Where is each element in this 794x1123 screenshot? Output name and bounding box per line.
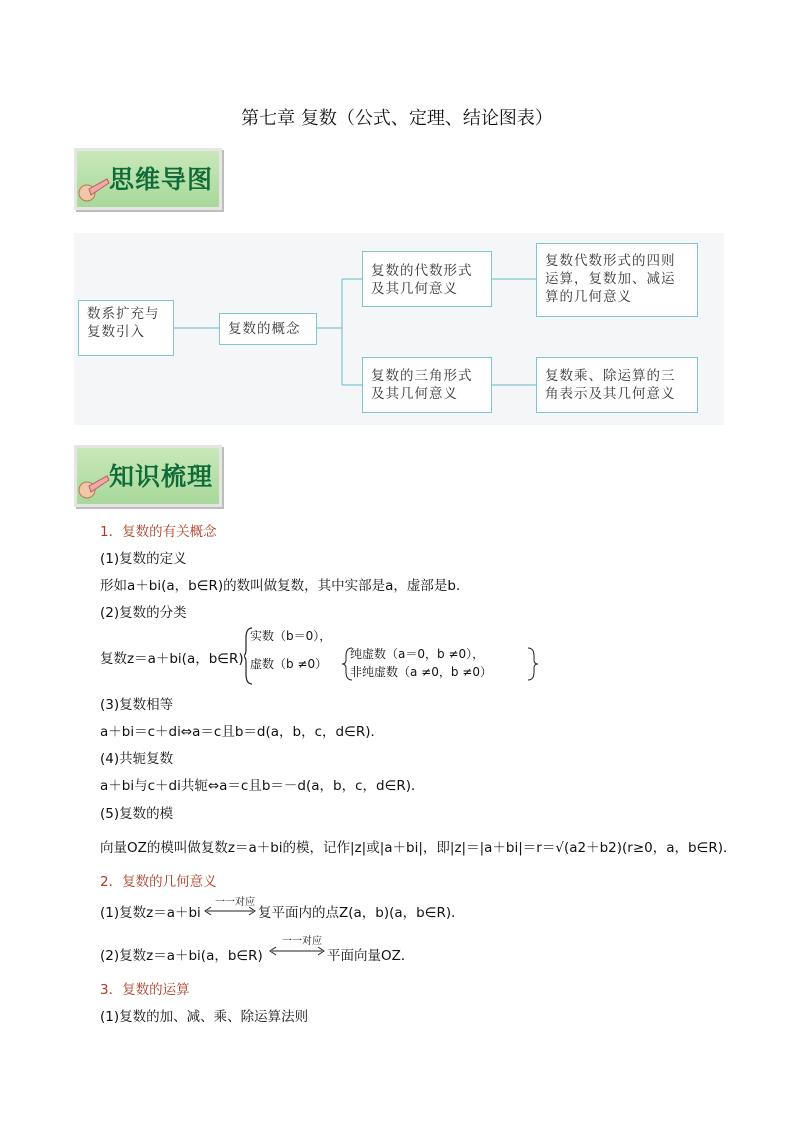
double-arrow-icon — [268, 945, 326, 957]
mindmap-node-root: 数系扩充与复数引入 — [78, 300, 174, 356]
mindmap-node-concept: 复数的概念 — [219, 313, 317, 345]
classification-lhs: 复数z＝a＋bi(a，b∈R) — [100, 651, 244, 667]
equality-text: a＋bi＝c＋di⇔a＝c且b＝d(a，b，c，d∈R)． — [100, 724, 384, 740]
banner-title: 知识梳理 — [109, 462, 214, 491]
banner-title: 思维导图 — [109, 165, 214, 194]
subheading-conjugate: (4)共轭复数 — [100, 751, 174, 767]
classification-real: 实数（b＝0）， — [250, 629, 332, 643]
section-heading-1: 1．复数的有关概念 — [100, 524, 217, 540]
mindmap-diagram — [74, 233, 724, 425]
conjugate-text: a＋bi与c＋di共轭⇔a＝c且b＝－d(a，b，c，d∈R)． — [100, 778, 425, 794]
subheading-modulus: (5)复数的模 — [100, 806, 174, 822]
subheading-operations: (1)复数的加、减、乘、除运算法则 — [100, 1009, 309, 1025]
mindmap-node-trig: 复数的三角形式及其几何意义 — [362, 357, 492, 413]
subheading-definition: (1)复数的定义 — [100, 551, 187, 567]
subheading-equality: (3)复数相等 — [100, 697, 174, 713]
section-heading-3: 3．复数的运算 — [100, 982, 190, 998]
geometric-line-1-left: (1)复数z＝a＋bi — [100, 905, 201, 921]
arrow-label-2: 一一对应 — [282, 936, 322, 947]
classification-non-pure-imaginary: 非纯虚数（a ≠0，b ≠0） — [350, 665, 492, 679]
modulus-text: 向量OZ的模叫做复数z＝a＋bi的模，记作|z|或|a＋bi|，即|z|＝|a＋bi|＝r＝√(a2＋b2)(r≥0，a，b∈R)． — [100, 840, 737, 856]
geometric-line-2-right: 平面向量OZ． — [327, 948, 415, 964]
double-arrow-icon — [203, 905, 257, 917]
arrow-label-1: 一一对应 — [215, 897, 255, 908]
mindmap-node-trig-ops: 复数乘、除运算的三角表示及其几何意义 — [536, 357, 698, 413]
subheading-classification: (2)复数的分类 — [100, 605, 187, 621]
classification-imaginary: 虚数（b ≠0） — [250, 657, 328, 671]
section-heading-2: 2．复数的几何意义 — [100, 874, 217, 890]
definition-text: 形如a＋bi(a，b∈R)的数叫做复数，其中实部是a，虚部是b． — [100, 578, 470, 594]
geometric-line-2-left: (2)复数z＝a＋bi(a，b∈R) — [100, 948, 263, 964]
classification-pure-imaginary: 纯虚数（a＝0，b ≠0）， — [350, 647, 485, 661]
section-banner-knowledge — [74, 445, 222, 507]
page-title: 第七章 复数（公式、定理、结论图表） — [241, 108, 553, 129]
pencil-decoration-icon — [77, 175, 111, 205]
mindmap-node-algebraic-ops: 复数代数形式的四则运算，复数加、减运算的几何意义 — [536, 243, 698, 317]
section-banner-mindmap — [74, 148, 222, 210]
pencil-decoration-icon — [77, 472, 111, 502]
mindmap-node-algebraic: 复数的代数形式及其几何意义 — [362, 251, 492, 307]
geometric-line-1-right: 复平面内的点Z(a，b)(a，b∈R)． — [258, 905, 465, 921]
